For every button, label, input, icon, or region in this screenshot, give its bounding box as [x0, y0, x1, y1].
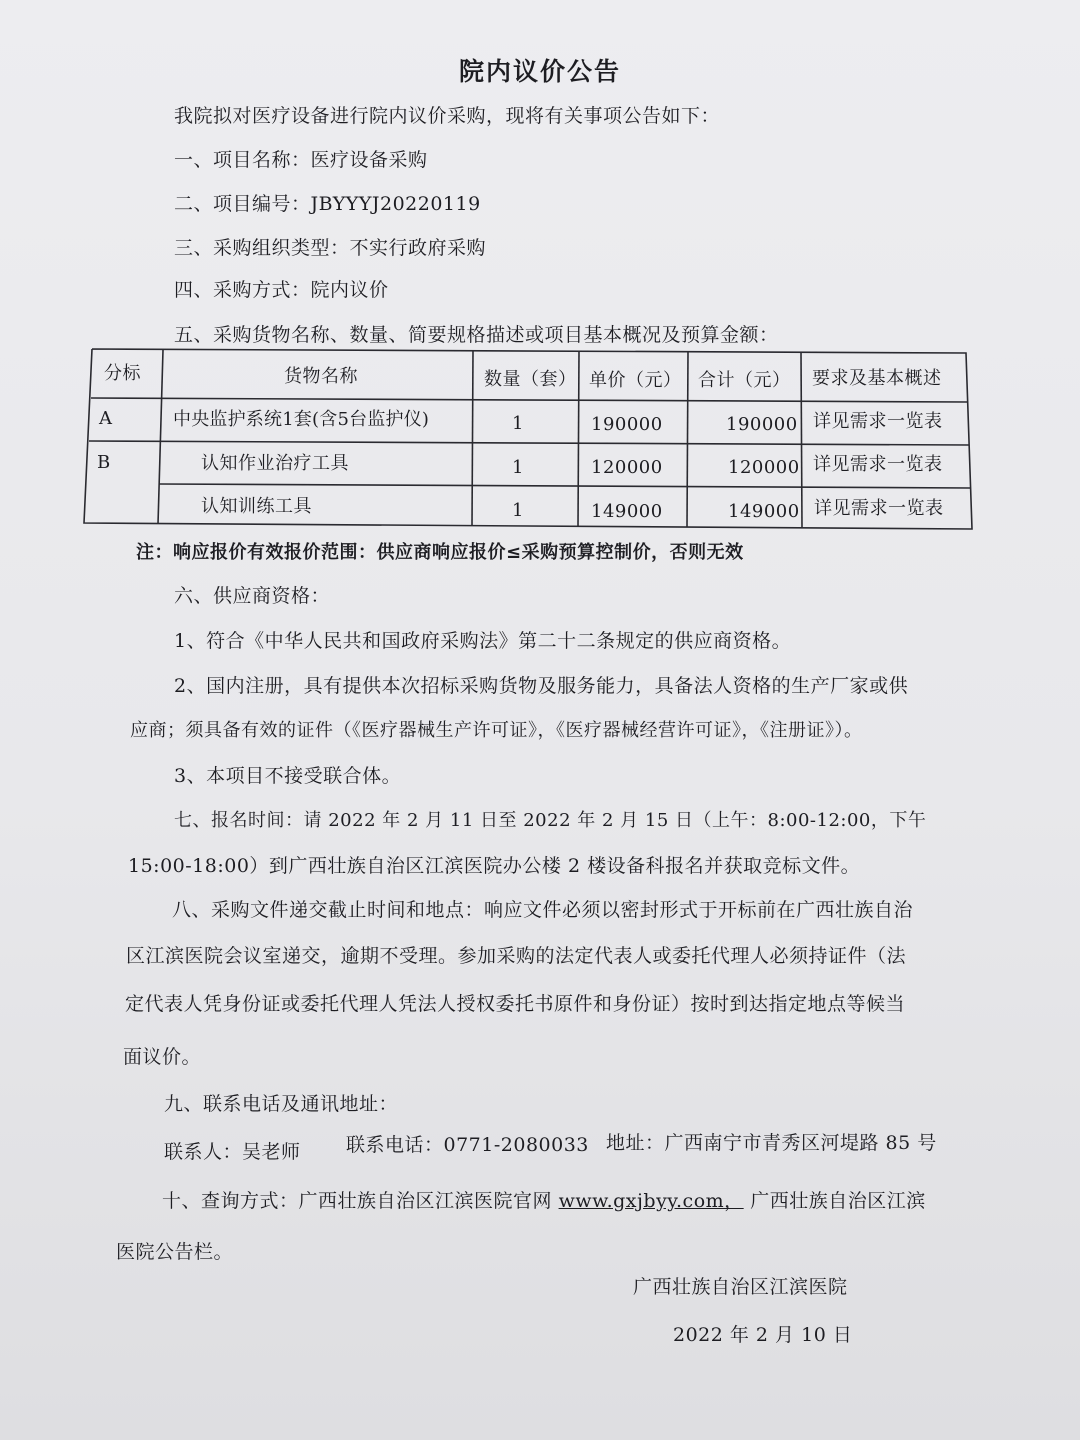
row-quantity: 1	[512, 500, 524, 521]
signature-org: 广西壮族自治区江滨医院	[633, 1276, 848, 1298]
price-note: 注：响应报价有效报价范围：供应商响应报价≤采购预算控制价，否则无效	[136, 542, 744, 563]
submission-line3: 定代表人凭身份证或委托代理人凭法人授权委托书原件和身份证）按时到达指定地点等候当	[125, 993, 906, 1015]
contact-address: 地址：广西南宁市青秀区河堤路 85 号	[606, 1132, 937, 1154]
row-total: 120000	[728, 457, 800, 478]
inquiry-line1	[162, 1189, 926, 1213]
row-goods-name: 认知作业治疗工具	[201, 453, 349, 474]
signature-date: 2022 年 2 月 10 日	[673, 1324, 853, 1346]
row-lot: A	[99, 408, 113, 429]
procurement-org-type: 三、采购组织类型：不实行政府采购	[174, 237, 487, 259]
row-requirements: 详见需求一览表	[813, 411, 943, 432]
qualification-1: 1、符合《中华人民共和国政府采购法》第二十二条规定的供应商资格。	[174, 630, 792, 652]
registration-line1: 七、报名时间：请 2022 年 2 月 11 日至 2022 年 2 月 15 日（上午：8:00-12:00，下午	[174, 810, 927, 831]
header-requirements: 要求及基本概述	[812, 368, 942, 389]
contact-person: 联系人：吴老师	[164, 1141, 301, 1163]
inquiry-line2: 医院公告栏。	[116, 1241, 234, 1263]
page-title: 院内议价公告	[458, 57, 621, 86]
registration-line2: 15:00-18:00）到广西壮族自治区江滨医院办公楼 2 楼设备科报名并获取竞标文件。	[128, 855, 861, 877]
goods-description-heading: 五、采购货物名称、数量、简要规格描述或项目基本概况及预算金额：	[174, 324, 779, 346]
qualification-2-line1: 2、国内注册，具有提供本次招标采购货物及服务能力，具备法人资格的生产厂家或供	[174, 675, 909, 697]
submission-line2: 区江滨医院会议室递交，逾期不受理。参加采购的法定代表人或委托代理人必须持证件（法	[126, 945, 907, 967]
row-unit-price: 190000	[591, 414, 663, 435]
submission-line4: 面议价。	[123, 1046, 202, 1068]
header-lot: 分标	[104, 363, 141, 384]
row-quantity: 1	[512, 413, 524, 434]
row-unit-price: 120000	[591, 457, 663, 478]
row-goods-name: 认知训练工具	[201, 496, 312, 517]
qualification-3: 3、本项目不接受联合体。	[174, 765, 402, 787]
header-total: 合计（元）	[698, 370, 791, 391]
header-goods-name: 货物名称	[284, 366, 358, 387]
qualification-heading: 六、供应商资格：	[174, 585, 331, 607]
project-number: 二、项目编号：JBYYYJ20220119	[174, 193, 481, 215]
row-total: 190000	[726, 414, 798, 435]
row-lot: B	[97, 452, 111, 473]
submission-line1: 八、采购文件递交截止时间和地点：响应文件必须以密封形式于开标前在广西壮族自治	[172, 899, 914, 921]
qualification-2-line2: 应商；须具备有效的证件（《医疗器械生产许可证》，《医疗器械经营许可证》，《注册证》）。	[130, 720, 863, 741]
row-unit-price: 149000	[591, 501, 663, 522]
website-link[interactable]: www.gxjbyy.com，	[558, 1190, 744, 1212]
row-goods-name: 中央监护系统1套(含5台监护仪)	[173, 409, 430, 430]
project-name: 一、项目名称：医疗设备采购	[174, 149, 428, 171]
contact-phone: 联系电话：0771-2080033	[346, 1134, 589, 1156]
row-quantity: 1	[512, 457, 524, 478]
inquiry-suffix: 广西壮族自治区江滨	[750, 1190, 926, 1212]
row-total: 149000	[728, 501, 800, 522]
row-requirements: 详见需求一览表	[814, 498, 944, 519]
inquiry-prefix: 十、查询方式：广西壮族自治区江滨医院官网	[162, 1190, 553, 1212]
row-requirements: 详见需求一览表	[813, 454, 943, 475]
contact-heading: 九、联系电话及通讯地址：	[164, 1093, 399, 1115]
header-quantity: 数量（套）	[484, 369, 577, 390]
header-unit-price: 单价（元）	[589, 370, 682, 391]
procurement-method: 四、采购方式：院内议价	[174, 279, 389, 301]
intro-text: 我院拟对医疗设备进行院内议价采购，现将有关事项公告如下：	[174, 105, 721, 127]
